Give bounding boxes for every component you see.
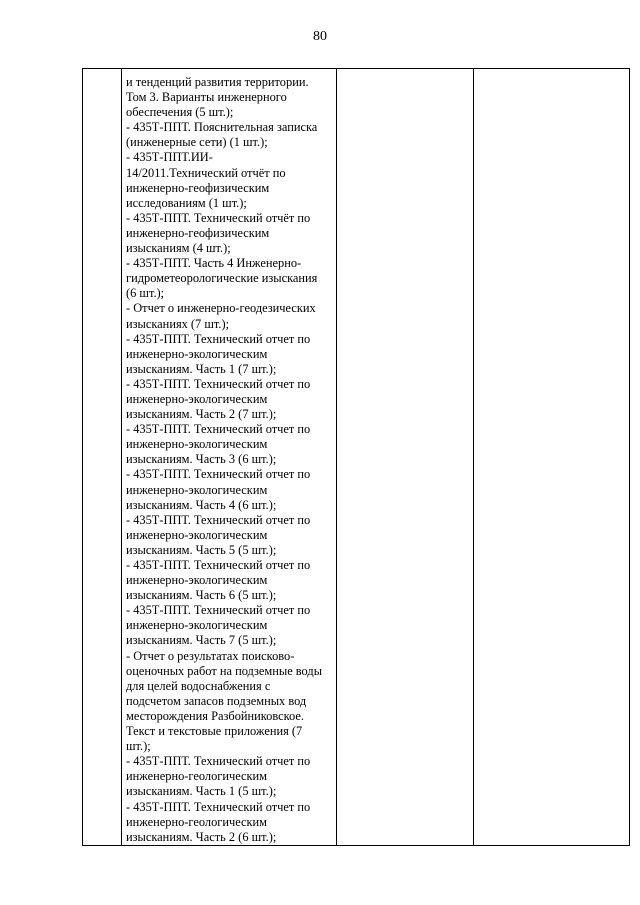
document-line: - 435Т-ППТ. Часть 4 Инженерно- (126, 256, 302, 271)
document-line: изысканиям. Часть 5 (5 шт.); (126, 542, 277, 557)
document-line: - 435Т-ППТ. Технический отчет по (126, 331, 311, 346)
document-line: инженерно-экологическим (126, 573, 268, 588)
document-line: гидрометеорологические изыскания (126, 271, 318, 286)
document-line: - Отчет о результатах поисково- (126, 648, 295, 663)
document-line: инженерно-геофизическим (126, 180, 270, 195)
document-line: месторождения Разбойниковское. (126, 708, 304, 723)
document-line: - 435Т-ППТ. Технический отчёт по (126, 210, 311, 225)
document-line: Том 3. Варианты инженерного (126, 90, 287, 105)
document-line: - 435Т-ППТ. Технический отчет по (126, 799, 311, 814)
document-line: изысканиям. Часть 7 (5 шт.); (126, 633, 277, 648)
document-line: - Отчет о инженерно-геодезических (126, 301, 316, 316)
document-line: инженерно-экологическим (126, 391, 268, 406)
document-line: изысканиям (4 шт.); (126, 241, 231, 256)
document-line: изысканиям. Часть 4 (6 шт.); (126, 497, 277, 512)
document-line: изысканиям. Часть 3 (6 шт.); (126, 452, 277, 467)
document-line: Текст и текстовые приложения (7 (126, 724, 303, 739)
document-line: инженерно-экологическим (126, 618, 268, 633)
document-line: - 435Т-ППТ. Технический отчет по (126, 467, 311, 482)
document-line: изысканиям. Часть 1 (7 шт.); (126, 361, 277, 376)
table-cell-documents (122, 69, 337, 846)
document-line: оценочных работ на подземные воды (126, 663, 323, 678)
document-line: - 435Т-ППТ. Технический отчет по (126, 558, 311, 572)
documents-list (122, 69, 336, 845)
document-line: инженерно-экологическим (126, 346, 268, 361)
document-line: изысканиям. Часть 2 (7 шт.); (126, 407, 277, 422)
document-line: 14/2011.Технический отчёт по (126, 165, 286, 180)
document-line: изысканиям. Часть 6 (5 шт.); (126, 588, 277, 603)
document-line: и тенденций развития территории. (126, 75, 309, 89)
page-number: 80 (313, 29, 327, 44)
document-line: исследованиям (1 шт.); (126, 195, 247, 210)
document-line: инженерно-экологическим (126, 482, 268, 497)
document-line: инженерно-геологическим (126, 814, 268, 829)
table-cell-index (83, 69, 122, 846)
document-line: изысканиях (7 шт.); (126, 316, 230, 331)
document-table (82, 68, 630, 846)
document-line: - 435Т-ППТ.ИИ- (126, 150, 213, 165)
document-line: - 435Т-ППТ. Пояснительная записка (126, 120, 318, 135)
table-row (83, 69, 630, 846)
document-line: инженерно-геологическим (126, 769, 268, 784)
document-line: (инженерные сети) (1 шт.); (126, 135, 268, 150)
document-line: инженерно-экологическим (126, 527, 268, 542)
document-line: шт.); (126, 739, 151, 754)
table-cell-empty-3 (337, 69, 474, 846)
document-line: инженерно-геофизическим (126, 225, 270, 240)
document-line: обеспечения (5 шт.); (126, 105, 234, 120)
document-line: инженерно-экологическим (126, 437, 268, 452)
document-line: - 435Т-ППТ. Технический отчет по (126, 376, 311, 391)
document-line: - 435Т-ППТ. Технический отчет по (126, 512, 311, 527)
document-line: для целей водоснабжения с (126, 678, 271, 693)
document-line: (6 шт.); (126, 286, 165, 301)
document-line: изысканиям. Часть 2 (6 шт.); (126, 829, 277, 844)
document-line: - 435Т-ППТ. Технический отчет по (126, 603, 311, 618)
document-line: - 435Т-ППТ. Технический отчет по (126, 754, 311, 769)
document-line: подсчетом запасов подземных вод (126, 693, 307, 708)
document-line: изысканиям. Часть 1 (5 шт.); (126, 784, 277, 799)
table-cell-empty-4 (474, 69, 630, 846)
document-line: - 435Т-ППТ. Технический отчет по (126, 422, 311, 437)
